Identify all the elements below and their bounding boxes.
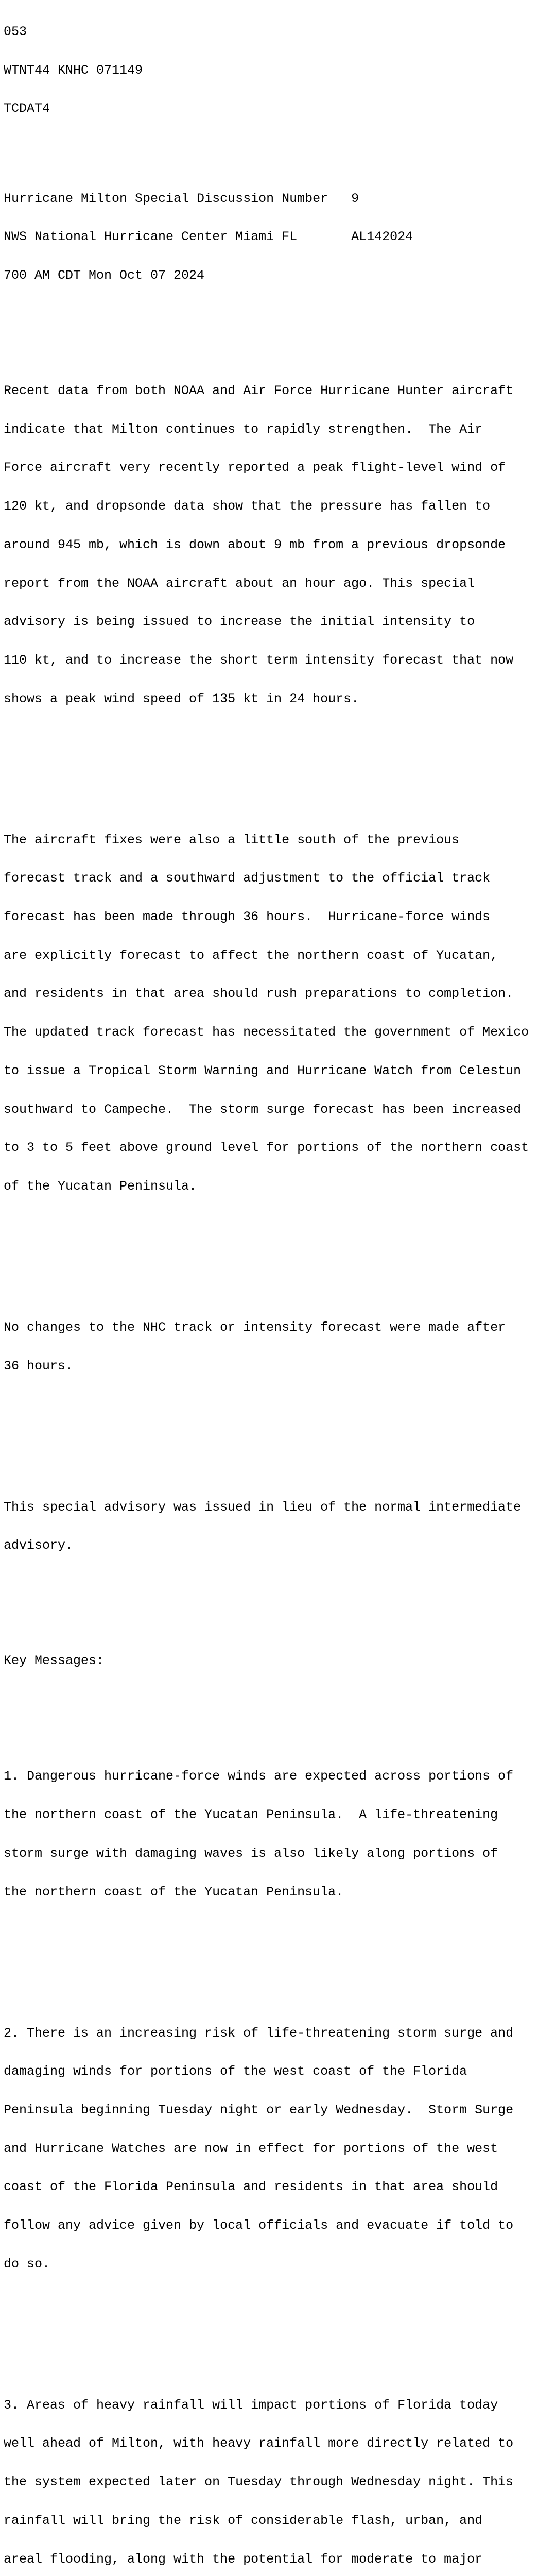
text-line: to issue a Tropical Storm Warning and Hurricane Watch from Celestun	[4, 1063, 522, 1078]
key-messages-heading: Key Messages:	[4, 1653, 105, 1669]
text-line: well ahead of Milton, with heavy rainfall more directly related to	[4, 2436, 514, 2451]
text-line: shows a peak wind speed of 135 kt in 24 hours.	[4, 691, 359, 706]
paragraph-recent-data	[4, 359, 529, 731]
key-message-3	[4, 2374, 529, 2576]
paragraph-no-changes	[4, 1296, 529, 1398]
blank-line	[4, 2322, 529, 2335]
text-line: This special advisory was issued in lieu of the normal intermediate	[4, 1499, 522, 1515]
wmo-header: WTNT44 KNHC 071149	[4, 62, 143, 78]
text-line: are explicitly forecast to affect the northern coast of Yucatan,	[4, 947, 498, 963]
discussion-title: Hurricane Milton Special Discussion Number 9	[4, 191, 359, 206]
text-line: and residents in that area should rush preparations to completion.	[4, 986, 514, 1002]
tropical-cyclone-discussion-text	[4, 0, 529, 2576]
text-line: forecast track and a southward adjustment to the official track	[4, 871, 491, 886]
text-line: areal flooding, along with the potential for moderate to major	[4, 2551, 483, 2567]
text-line: The updated track forecast has necessitated the government of Mexico	[4, 1025, 529, 1040]
key-message-2	[4, 2002, 529, 2297]
text-line: damaging winds for portions of the west coast of the Florida	[4, 2064, 467, 2079]
product-number: 053	[4, 24, 27, 39]
text-line: 36 hours.	[4, 1358, 74, 1374]
text-line: The aircraft fixes were also a little south of the previous	[4, 832, 460, 848]
text-line: the system expected later on Tuesday through Wednesday night. This	[4, 2475, 514, 2490]
text-line: follow any advice given by local officials and evacuate if told to	[4, 2218, 514, 2233]
issuing-office: NWS National Hurricane Center Miami FL AL142024	[4, 229, 413, 245]
blank-line	[4, 1244, 529, 1257]
text-line: of the Yucatan Peninsula.	[4, 1178, 197, 1194]
text-line: forecast has been made through 36 hours. Hurricane-force winds	[4, 909, 491, 925]
text-line: storm surge with damaging waves is also likely along portions of	[4, 1845, 498, 1861]
issue-time: 700 AM CDT Mon Oct 07 2024	[4, 267, 205, 283]
text-line: Force aircraft very recently reported a peak flight-level wind of	[4, 460, 506, 476]
text-line: around 945 mb, which is down about 9 mb from a previous dropsonde	[4, 537, 506, 552]
text-line: 3. Areas of heavy rainfall will impact portions of Florida today	[4, 2397, 498, 2413]
awips-id: TCDAT4	[4, 101, 50, 116]
text-line: to 3 to 5 feet above ground level for portions of the northern coast	[4, 1140, 529, 1156]
blank-line	[4, 1950, 529, 1963]
text-line: 110 kt, and to increase the short term intensity forecast that now	[4, 652, 514, 668]
text-line: No changes to the NHC track or intensity forecast were made after	[4, 1319, 506, 1335]
key-message-1	[4, 1745, 529, 1925]
blank-line	[4, 1604, 529, 1617]
text-line: advisory is being issued to increase the initial intensity to	[4, 614, 475, 630]
text-line: do so.	[4, 2256, 50, 2272]
text-line: Peninsula beginning Tuesday night or early Wednesday. Storm Surge	[4, 2102, 514, 2117]
text-line: report from the NOAA aircraft about an hour ago. This special	[4, 575, 475, 591]
blank-line	[4, 141, 529, 154]
paragraph-track-adjustment	[4, 808, 529, 1219]
text-line: coast of the Florida Peninsula and residents in that area should	[4, 2179, 498, 2195]
text-line: Recent data from both NOAA and Air Force Hurricane Hunter aircraft	[4, 383, 514, 399]
text-line: the northern coast of the Yucatan Peninsula. A life-threatening	[4, 1807, 498, 1823]
blank-line	[4, 1693, 529, 1706]
blank-line	[4, 308, 529, 321]
text-line: southward to Campeche. The storm surge forecast has been increased	[4, 1101, 522, 1117]
paragraph-special-advisory	[4, 1476, 529, 1578]
blank-line	[4, 757, 529, 770]
text-line: 2. There is an increasing risk of life-threatening storm surge and	[4, 2025, 514, 2041]
blank-line	[4, 1424, 529, 1437]
text-line: advisory.	[4, 1538, 74, 1553]
text-line: rainfall will bring the risk of considerable flash, urban, and	[4, 2513, 483, 2528]
text-line: indicate that Milton continues to rapidly strengthen. The Air	[4, 421, 483, 437]
text-line: the northern coast of the Yucatan Peninsula.	[4, 1884, 344, 1900]
text-line: and Hurricane Watches are now in effect for portions of the west	[4, 2141, 498, 2156]
text-line: 120 kt, and dropsonde data show that the pressure has fallen to	[4, 499, 491, 514]
text-line: 1. Dangerous hurricane-force winds are expected across portions of	[4, 1769, 514, 1784]
